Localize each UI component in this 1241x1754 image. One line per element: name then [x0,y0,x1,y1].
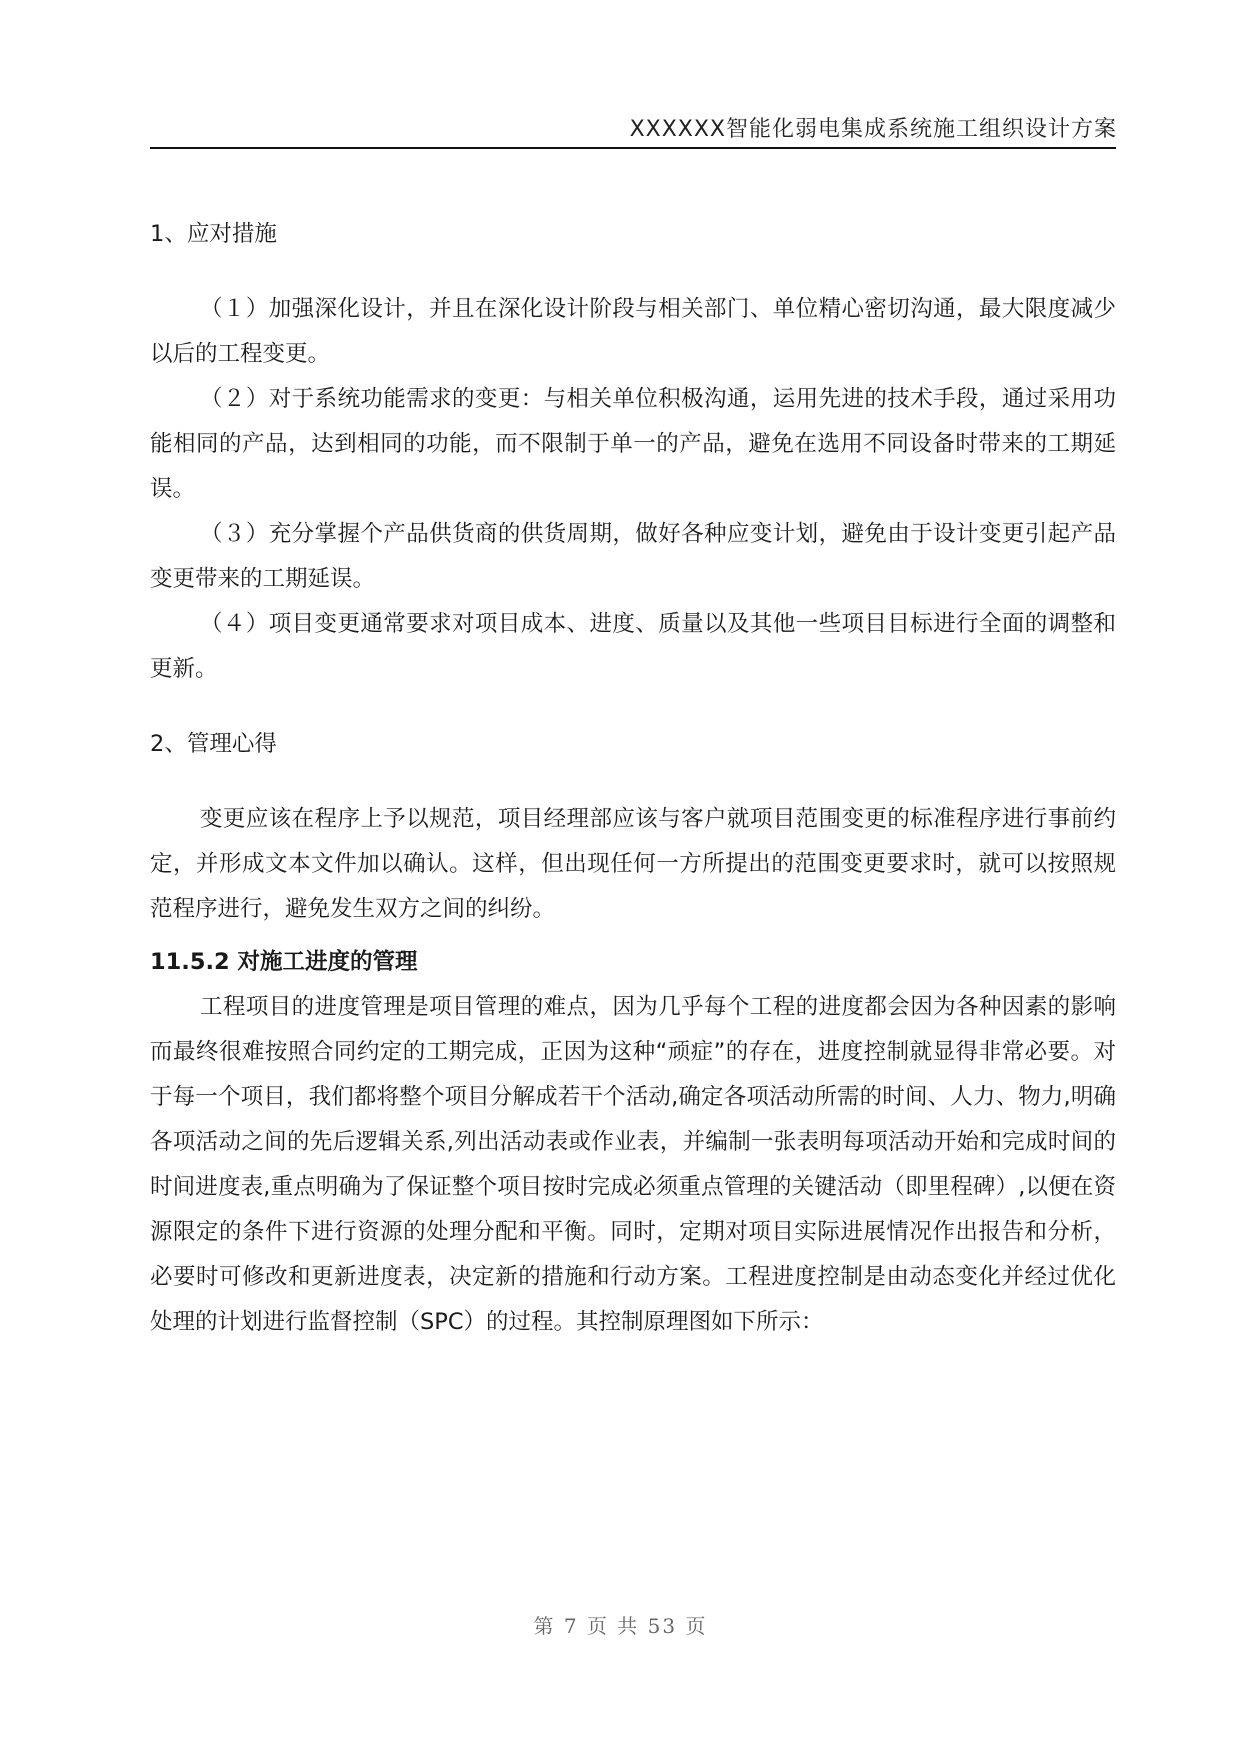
section-heading-countermeasures: 1、应对措施 [150,221,277,247]
paragraph: （１）加强深化设计，并且在深化设计阶段与相关部门、单位精心密切沟通，最大限度减少以后的工程变更。 [150,296,1116,367]
page-number-footer: 第 7 页 共 53 页 [533,1614,708,1638]
paragraph: 变更应该在程序上予以规范，项目经理部应该与客户就项目范围变更的标准程序进行事前约定，并形成文本文件加以确认。这样，但出现任何一方所提出的范围变更要求时，就可以按照规范程序进行，避免发生双方之间的纠纷。 [150,806,1116,922]
spacer [150,932,1116,940]
paragraph: （３）充分掌握个产品供货商的供货周期，做好各种应变计划，避免由于设计变更引起产品变更带来的工期延误。 [150,521,1116,592]
document-body [150,212,1116,1345]
spacer [150,767,1116,797]
paragraph: （２）对于系统功能需求的变更：与相关单位积极沟通，运用先进的技术手段，通过采用功能相同的产品，达到相同的功能，而不限制于单一的产品，避免在选用不同设备时带来的工期延误。 [150,386,1116,502]
paragraph: 工程项目的进度管理是项目管理的难点，因为几乎每个工程的进度都会因为各种因素的影响而最终很难按照合同约定的工期完成，正因为这种“顽症”的存在，进度控制就显得非常必要。对于每一个项目，我们都将整个项目分解成若干个活动,确定各项活动所需的时间、人力、物力,明确各项活动之间的先后逻辑关系,列出活动表或作业表，并编制一张表明每项活动开始和完成时间的时间进度表,重点明确为了保证整个项目按时完成必须重点管理的关键活动（即里程碑）,以便在资源限定的条件下进行资源的处理分配和平衡。同时，定期对项目实际进展情况作出报告和分析，必要时可修改和更新进度表，决定新的措施和行动方案。工程进度控制是由动态变化并经过优化处理的计划进行监督控制（SPC）的过程。其控制原理图如下所示： [150,994,1116,1335]
section-heading-management-experience: 2、管理心得 [150,731,277,757]
section-title-schedule-management: 11.5.2 对施工进度的管理 [150,949,418,975]
spacer [150,257,1116,287]
paragraph: （４）项目变更通常要求对项目成本、进度、质量以及其他一些项目目标进行全面的调整和更新。 [150,611,1116,682]
document-header-title: XXXXXX智能化弱电集成系统施工组织设计方案 [629,117,1117,142]
spacer [150,692,1116,722]
header-divider [150,147,1116,149]
